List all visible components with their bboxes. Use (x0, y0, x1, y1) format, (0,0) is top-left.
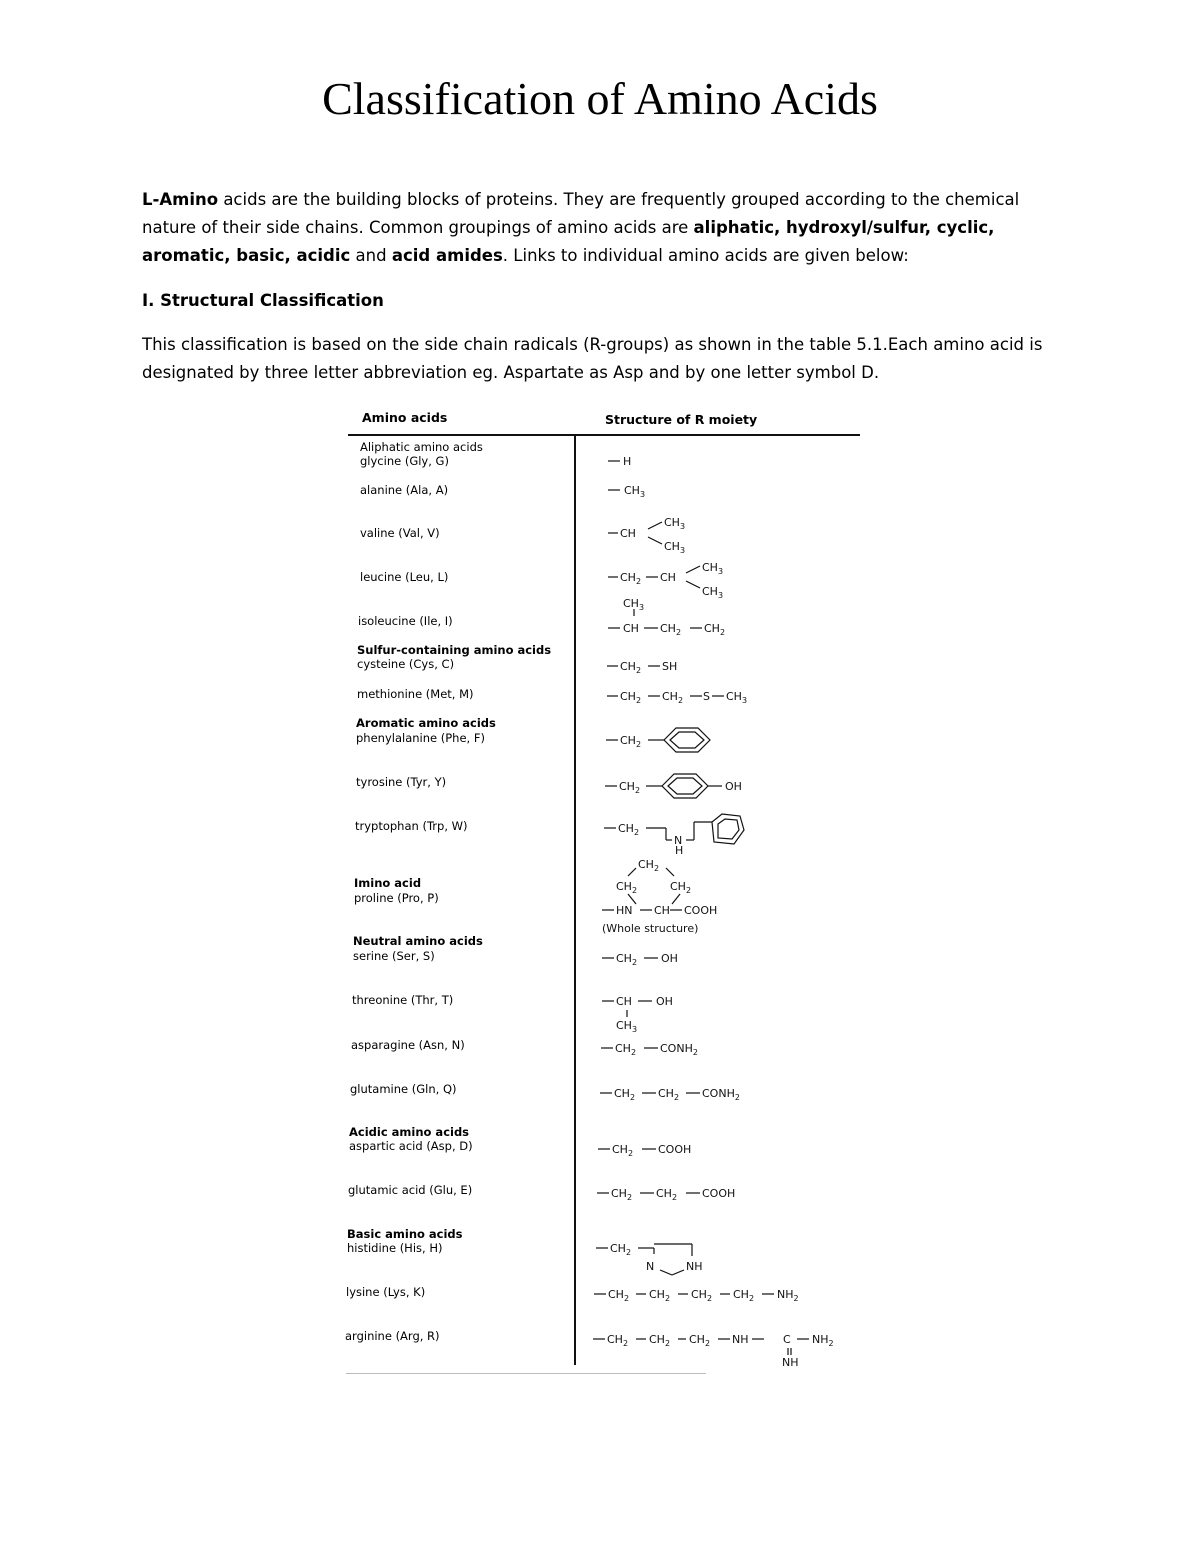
row-proline: proline (Pro, P) (354, 891, 439, 905)
svg-text:CH2: $CH_2$ (691, 1288, 713, 1303)
svg-text:CH: CH (654, 904, 670, 917)
svg-text:CH2: $CH_2$ (616, 880, 638, 895)
svg-text:C: C (783, 1333, 791, 1346)
category-imino: Imino acid (354, 876, 422, 890)
svg-text:CH2: $CH_2$ (611, 1187, 633, 1202)
svg-text:CH2: $CH_2$ (638, 858, 660, 873)
row-cysteine: cysteine (Cys, C) (357, 657, 455, 671)
row-glycine: glycine (Gly, G) (360, 454, 449, 468)
row-glutamine: glutamine (Gln, Q) (350, 1082, 457, 1096)
svg-text:CH2: $CH_2$ (610, 1242, 632, 1257)
svg-text:N: N (674, 834, 683, 847)
row-histidine: histidine (His, H) (347, 1241, 443, 1255)
svg-text:CH2: $CH_2$ (612, 1143, 634, 1158)
category-sulfur: Sulfur-containing amino acids (357, 643, 552, 657)
r-group-structures (340, 398, 865, 1383)
svg-text:NH: NH (732, 1333, 749, 1346)
svg-text:CH3: $CH_3$ (624, 484, 646, 499)
svg-text:CH3: $CH_3$ (702, 585, 724, 600)
category-aliphatic: Aliphatic amino acids (360, 440, 483, 454)
svg-text:CH2: $CH_2$ (616, 952, 638, 967)
svg-text:CH: CH (616, 995, 632, 1008)
table-header-amino-acids: Amino acids (362, 410, 448, 425)
row-tryptophan: tryptophan (Trp, W) (355, 819, 468, 833)
svg-text:CH2: $CH_2$ (620, 571, 642, 586)
svg-text:HN: HN (616, 904, 633, 917)
category-basic: Basic amino acids (347, 1227, 463, 1241)
intro-and: and (350, 246, 392, 265)
svg-text:CH2: $CH_2$ (620, 690, 642, 705)
svg-text:H: H (675, 844, 684, 857)
row-phenylalanine: phenylalanine (Phe, F) (356, 731, 485, 745)
svg-text:CH2: $CH_2$ (608, 1288, 630, 1303)
row-tyrosine: tyrosine (Tyr, Y) (356, 775, 447, 789)
svg-text:CH3: $CH_3$ (702, 561, 724, 576)
intro-groupings: aliphatic, hydroxyl/sulfur, cyclic, aromatic, basic, acidic (142, 218, 995, 265)
svg-text:CH2: $CH_2$ (733, 1288, 755, 1303)
svg-text:CH2: $CH_2$ (619, 780, 641, 795)
svg-text:SH: SH (662, 660, 678, 673)
svg-text:CH2: $CH_2$ (615, 1042, 637, 1057)
row-asparagine: asparagine (Asn, N) (351, 1038, 465, 1052)
svg-text:CH2: $CH_2$ (618, 822, 640, 837)
svg-text:CH2: $CH_2$ (689, 1333, 711, 1348)
intro-bold-term: L-Amino (142, 190, 219, 209)
svg-text:CH2: $CH_2$ (607, 1333, 629, 1348)
row-aspartic-acid: aspartic acid (Asp, D) (349, 1139, 473, 1153)
svg-text:CH2: $CH_2$ (704, 622, 726, 637)
category-acidic: Acidic amino acids (349, 1125, 470, 1139)
category-aromatic: Aromatic amino acids (356, 716, 496, 730)
svg-text:CONH2: $CONH_2$ (660, 1042, 698, 1057)
svg-text:NH2: $NH_2$ (777, 1288, 799, 1303)
svg-text:H: H (623, 455, 632, 468)
svg-text:CH2: $CH_2$ (670, 880, 692, 895)
svg-text:COOH: COOH (702, 1187, 736, 1200)
svg-text:CH2: $CH_2$ (620, 734, 642, 749)
row-glutamic-acid: glutamic acid (Glu, E) (348, 1183, 473, 1197)
svg-text:CH: CH (623, 622, 639, 635)
row-valine: valine (Val, V) (360, 526, 440, 540)
row-methionine: methionine (Met, M) (357, 687, 474, 701)
svg-text:CH3: $CH_3$ (623, 597, 645, 612)
svg-text:OH: OH (661, 952, 678, 965)
intro-text: acids are the building blocks of proteins. They are frequently grouped according to the chemical nature of their side chains. Common groupings of amino acids are (142, 190, 1020, 237)
svg-text:CH: CH (660, 571, 676, 584)
svg-text:CH2: $CH_2$ (662, 690, 684, 705)
category-neutral: Neutral amino acids (353, 934, 483, 948)
row-leucine: leucine (Leu, L) (360, 570, 449, 584)
table-header-structure: Structure of R moiety (605, 412, 758, 427)
row-alanine: alanine (Ala, A) (360, 483, 449, 497)
row-lysine: lysine (Lys, K) (346, 1285, 426, 1299)
svg-text:CH2: $CH_2$ (649, 1333, 671, 1348)
svg-text:COOH: COOH (658, 1143, 692, 1156)
svg-text:CH3: $CH_3$ (616, 1019, 638, 1034)
intro-amides: acid amides (391, 246, 503, 265)
amino-acid-table (340, 398, 865, 1383)
row-arginine: arginine (Arg, R) (345, 1329, 440, 1343)
proline-note: (Whole structure) (602, 922, 699, 935)
svg-text:CH3: $CH_3$ (726, 690, 748, 705)
svg-text:S: S (703, 690, 710, 703)
svg-text:NH2: $NH_2$ (812, 1333, 834, 1348)
svg-text:NH: NH (686, 1260, 703, 1273)
intro-paragraph (142, 186, 1072, 270)
svg-text:CH: CH (620, 527, 636, 540)
svg-text:CH3: $CH_3$ (664, 516, 686, 531)
svg-text:CH3: $CH_3$ (664, 540, 686, 555)
page-title: Classification of Amino Acids (322, 73, 878, 124)
section-paragraph: This classification is based on the side chain radicals (R-groups) as shown in the table 5.1.Each amino acid is designated by three letter abbreviation eg. Aspartate as Asp and by one letter symbol D. (142, 335, 1043, 382)
svg-text:OH: OH (725, 780, 742, 793)
svg-text:OH: OH (656, 995, 673, 1008)
svg-text:CONH2: $CONH_2$ (702, 1087, 740, 1102)
intro-links-text: . Links to individual amino acids are given below: (502, 246, 909, 265)
svg-text:CH2: $CH_2$ (660, 622, 682, 637)
row-threonine: threonine (Thr, T) (352, 993, 454, 1007)
svg-text:COOH: COOH (684, 904, 718, 917)
svg-text:CH2: $CH_2$ (658, 1087, 680, 1102)
svg-text:N: N (646, 1260, 655, 1273)
row-isoleucine: isoleucine (Ile, I) (358, 614, 453, 628)
svg-text:CH2: $CH_2$ (620, 660, 642, 675)
row-serine: serine (Ser, S) (353, 949, 435, 963)
section-heading: I. Structural Classification (142, 291, 384, 310)
svg-text:CH2: $CH_2$ (649, 1288, 671, 1303)
svg-text:NH: NH (782, 1356, 799, 1369)
svg-text:CH2: $CH_2$ (614, 1087, 636, 1102)
svg-text:CH2: $CH_2$ (656, 1187, 678, 1202)
